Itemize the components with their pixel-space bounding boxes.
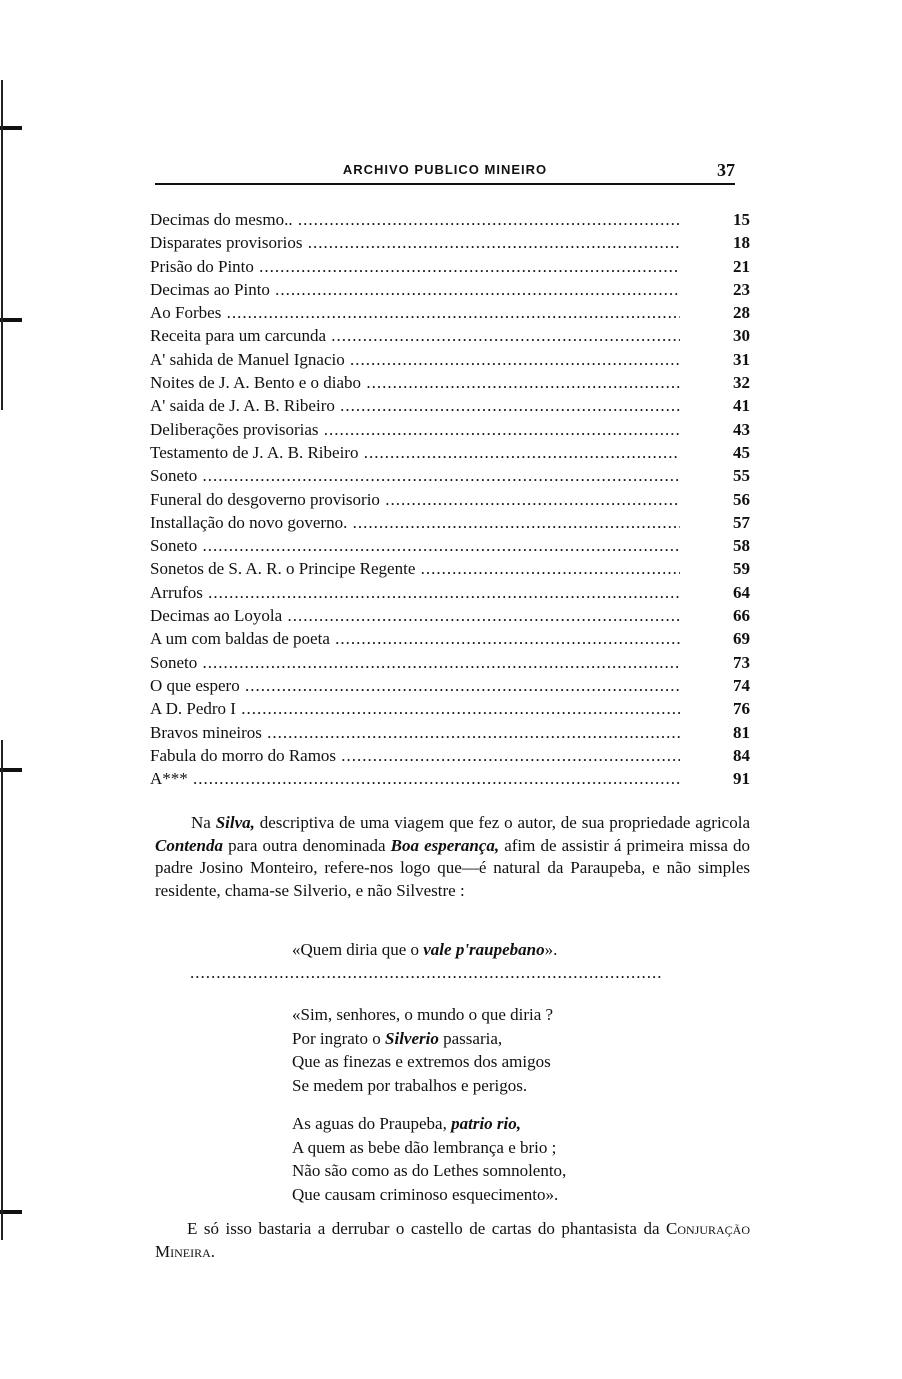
toc-entry-page: 31	[733, 349, 750, 369]
verse-stanza-1	[292, 1003, 553, 1097]
verse-line	[292, 1112, 566, 1136]
binding-mark	[0, 126, 22, 130]
toc-entry-page: 57	[733, 512, 750, 532]
toc-entry-title: A D. Pedro I .....	[150, 697, 680, 720]
toc-entry	[150, 674, 750, 697]
toc-entry	[150, 278, 750, 301]
toc-entry-title: A*** .....	[150, 767, 680, 790]
quote-text: «Quem diria que o	[292, 940, 424, 959]
toc-entry-title: Prisão do Pinto .....	[150, 255, 680, 278]
toc-entry	[150, 604, 750, 627]
italic-term: Boa esperança,	[390, 835, 500, 855]
page-number: 37	[717, 160, 735, 180]
toc-entry	[150, 371, 750, 394]
toc-entry-title: Deliberações provisorias .....	[150, 418, 680, 441]
verse-line: «Sim, senhores, o mundo o que diria ?	[292, 1005, 554, 1024]
toc-entry-page: 28	[733, 303, 750, 323]
toc-entry-page: 21	[733, 256, 750, 276]
verse-line	[292, 1027, 553, 1051]
toc-entry	[150, 581, 750, 604]
toc-entry-page: 23	[733, 279, 750, 299]
toc-entry-page: 55	[733, 466, 750, 486]
toc-entry-page: 45	[733, 442, 750, 462]
binding-mark	[0, 768, 22, 772]
verse-line: Se medem por trabalhos e perigos.	[292, 1075, 528, 1095]
binding-mark	[0, 1210, 22, 1214]
verse-text: passaria,	[438, 1028, 503, 1048]
verse-text: As aguas do Praupeba,	[292, 1114, 452, 1133]
table-of-contents	[150, 208, 750, 790]
verse-line: A quem as bebe dão lembrança e brio ;	[292, 1137, 557, 1157]
toc-entry-title: Arrufos .....	[150, 581, 680, 604]
toc-entry-title: Soneto .....	[150, 464, 680, 487]
toc-entry-page: 69	[733, 629, 750, 649]
header-rule	[155, 183, 735, 185]
toc-entry-title: Receita para um carcunda .....	[150, 324, 680, 347]
toc-entry	[150, 534, 750, 557]
toc-entry	[150, 301, 750, 324]
toc-entry-page: 41	[733, 396, 750, 416]
paragraph-text: afim de assistir á primeira missa do padre Josino Monteiro, refere-nos logo que—é natural da Paraupeba, e não simples residente, chama-se Silverio, e não Silvestre :	[155, 835, 750, 900]
toc-entry-page: 64	[733, 582, 750, 602]
toc-entry-title: Noites de J. A. Bento e o diabo .....	[150, 371, 680, 394]
paragraph-conclusion	[155, 1218, 750, 1263]
italic-term: vale p'raupebano	[423, 940, 545, 959]
toc-entry-title: Sonetos de S. A. R. o Principe Regente .....	[150, 557, 680, 580]
paragraph-text: Na	[191, 813, 216, 832]
paragraph-text: .	[210, 1241, 216, 1261]
toc-entry-page: 18	[733, 233, 750, 253]
toc-entry-page: 56	[733, 489, 750, 509]
toc-entry-title: Decimas ao Loyola .....	[150, 604, 680, 627]
binding-edge	[1, 80, 3, 410]
toc-entry	[150, 488, 750, 511]
toc-entry-page: 74	[733, 675, 750, 695]
verse-line: Que causam criminoso esquecimento».	[292, 1184, 559, 1204]
toc-entry-page: 76	[733, 699, 750, 719]
toc-entry	[150, 557, 750, 580]
quote-heading	[292, 940, 557, 960]
paragraph-text: descriptiva de uma viagem que fez o autor, de sua propriedade agricola	[254, 813, 750, 832]
toc-entry	[150, 511, 750, 534]
toc-entry	[150, 255, 750, 278]
binding-mark	[0, 318, 22, 322]
toc-entry	[150, 697, 750, 720]
toc-entry-page: 73	[733, 652, 750, 672]
toc-entry	[150, 721, 750, 744]
toc-entry-title: Ao Forbes .....	[150, 301, 680, 324]
toc-entry	[150, 464, 750, 487]
toc-entry-page: 58	[733, 536, 750, 556]
italic-term: Silva,	[215, 813, 255, 832]
italic-term: Contenda	[155, 835, 224, 855]
toc-entry-title: A' saida de J. A. B. Ribeiro .....	[150, 394, 680, 417]
paragraph-silva	[155, 812, 750, 902]
toc-entry-page: 59	[733, 559, 750, 579]
toc-entry-title: O que espero .....	[150, 674, 680, 697]
toc-entry	[150, 231, 750, 254]
toc-entry-page: 15	[733, 210, 750, 229]
toc-entry-title: Installação do novo governo. .....	[150, 511, 680, 534]
toc-entry-title: Decimas ao Pinto .....	[150, 278, 680, 301]
toc-entry-title: Funeral do desgoverno provisorio .....	[150, 488, 680, 511]
toc-entry	[150, 767, 750, 790]
toc-entry-page: 43	[733, 419, 750, 439]
binding-edge	[1, 740, 3, 1240]
toc-entry-page: 32	[733, 373, 750, 393]
verse-stanza-2	[292, 1112, 566, 1206]
toc-entry-title: A' sahida de Manuel Ignacio .....	[150, 348, 680, 371]
toc-entry-title: Soneto .....	[150, 534, 680, 557]
page-header	[155, 160, 735, 184]
verse-line: Não são como as do Lethes somnolento,	[292, 1161, 567, 1180]
italic-term: patrio rio,	[451, 1114, 522, 1133]
paragraph-text: para outra denominada	[223, 835, 391, 855]
paragraph-text: E só isso bastaria a derrubar o castello de cartas do phantasista da	[187, 1219, 666, 1238]
toc-entry	[150, 324, 750, 347]
toc-entry	[150, 208, 750, 231]
ellipsis-line: ..........................................................................................	[190, 963, 663, 982]
toc-entry-title: Decimas do mesmo.. .....	[150, 208, 680, 231]
toc-entry-title: Bravos mineiros .....	[150, 721, 680, 744]
toc-entry-page: 91	[733, 769, 750, 789]
toc-entry-page: 84	[733, 745, 750, 765]
verse-line: Que as finezas e extremos dos amigos	[292, 1052, 551, 1071]
toc-entry	[150, 418, 750, 441]
toc-entry	[150, 348, 750, 371]
toc-entry	[150, 744, 750, 767]
running-title: ARCHIVO PUBLICO MINEIRO	[342, 162, 548, 177]
toc-entry	[150, 651, 750, 674]
toc-entry-title: A um com baldas de poeta .....	[150, 627, 680, 650]
toc-entry	[150, 394, 750, 417]
toc-entry-title: Testamento de J. A. B. Ribeiro .....	[150, 441, 680, 464]
toc-entry	[150, 441, 750, 464]
toc-entry-title: Disparates provisorios .....	[150, 231, 680, 254]
italic-term: Silverio	[385, 1028, 439, 1048]
toc-entry-page: 66	[733, 606, 750, 626]
verse-text: Por ingrato o	[292, 1028, 386, 1048]
toc-entry-page: 30	[733, 326, 750, 346]
quote-text: ».	[544, 940, 558, 959]
toc-entry	[150, 627, 750, 650]
small-caps-term: Conjuração Mineira	[155, 1219, 750, 1261]
toc-entry-title: Soneto .....	[150, 651, 680, 674]
toc-entry-title: Fabula do morro do Ramos .....	[150, 744, 680, 767]
toc-entry-page: 81	[733, 722, 750, 742]
